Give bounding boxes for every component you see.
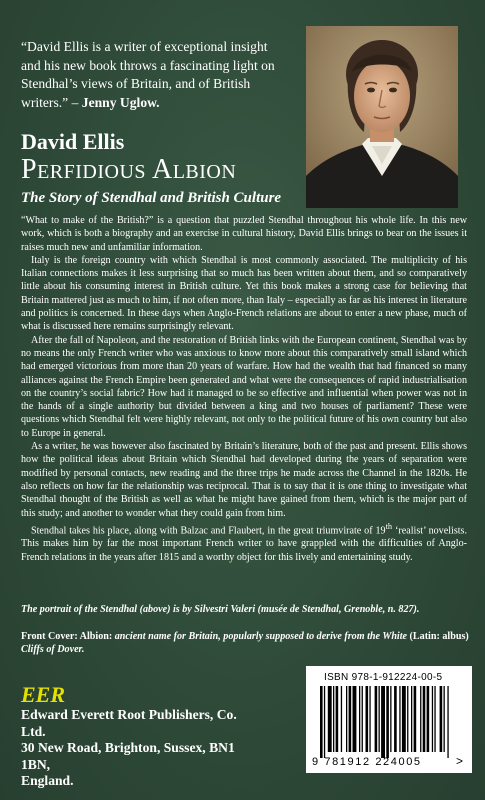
blurb-paragraph-5-start: Stendhal takes his place, along with Balzac and Flaubert, in the great triumvirate of 19: [31, 525, 386, 537]
publisher-name: Edward Everett Root Publishers, Co. Ltd.: [21, 707, 237, 739]
barcode-bar: [423, 686, 426, 752]
portrait-caption: The portrait of the Stendhal (above) is by Silvestri Valeri (musée de Stendhal, Grenoble, n. 827).: [21, 604, 420, 615]
barcode-bar: [399, 686, 400, 752]
publisher-address-line-1: 30 New Road, Brighton, Sussex, BN1 1BN,: [21, 740, 235, 772]
ean-digits: 9 781912 224005: [312, 756, 422, 768]
isbn-number: ISBN 978-1-912224-00-5: [324, 672, 443, 683]
blurb-paragraph-2: Italy is the foreign country with which Stendhal is most commonly associated. The multiplicity of his Italian connections makes it less surprising that so much has been written about them, and so comparatively little about his consuming interest in British culture. Yet this book makes a strong case for believing that Britain mattered just as much to him, if not often more, than Italy – especially as far as his interest in literature and politics is concerned. In these days when Anglo-French relations are about to enter a new phase, much of what is discussed here remains surprisingly relevant.: [21, 254, 467, 333]
blurb-body: [21, 214, 467, 564]
front-cover-desc: ancient name for Britain, popularly supposed to derive from the White: [114, 631, 408, 642]
barcode-bar: [346, 686, 347, 752]
barcode-bar: [320, 686, 323, 758]
barcode-bar: [375, 686, 378, 752]
book-title: Perfidious Albion: [21, 154, 237, 185]
barcode-bar: [336, 686, 339, 752]
barcode-bar: [359, 686, 360, 752]
barcode-arrow: >: [456, 754, 464, 768]
blurb-paragraph-4: As a writer, he was however also fascinated by Britain’s literature, both of the past and present. Ellis shows how the political ideas about Britain which Stendhal had developed during the years of separation were modified by personal contacts, new reading and the three trips he made across the Channel in the 1820s. He also reflects on how far the relationship was reciprocal. That is to say that it is one thing to investigate what Stendhal thought of the British as well as what he might have gained from them, which is the major part of this study; and another to wonder what they could gain from him.: [21, 441, 467, 519]
barcode-bar: [353, 686, 357, 752]
barcode-bar: [444, 686, 445, 752]
isbn-barcode: [306, 666, 472, 773]
publisher-address-line-2: England.: [21, 773, 74, 789]
barcode-bar: [390, 686, 391, 752]
barcode-bar: [432, 686, 433, 752]
stendhal-portrait: [306, 26, 458, 208]
barcode-bar: [369, 686, 370, 752]
barcode-bar: [420, 686, 421, 752]
barcode-bar: [427, 686, 430, 752]
front-cover-note: [21, 630, 471, 657]
author-name: David Ellis: [21, 129, 125, 154]
blurb-paragraph-3: After the fall of Napoleon, and the restoration of British links with the European continent, Stendhal was by no means the only French writer who was anxious to know more about this comparatively small island which had emerged victorious from more than 20 years of warfare. How had the wealth that had financed so many alliances against the French Empire been generated and what were the consequences of rapid industrialisation on the country’s social fabric? How had it managed to be so effective and influential when power was not in the hands of a single authority but divided between a king and two houses of parliament? These were questions which Stendhal felt were highly relevant, not only to the political future of his own country but also to Europe in general.: [21, 334, 467, 439]
barcode-bar: [341, 686, 342, 752]
blurb-paragraph-5: [21, 520, 467, 564]
book-subtitle: The Story of Stendhal and British Culture: [21, 190, 282, 206]
barcode-bar: [402, 686, 406, 752]
endorsement-quote: [21, 38, 283, 112]
barcode-bar: [328, 686, 332, 752]
barcode-bar: [440, 686, 443, 752]
barcode-bar: [333, 686, 334, 752]
front-cover-desc-end: Cliffs of Dover.: [21, 644, 85, 656]
portrait-image: [306, 26, 458, 208]
barcode-bar: [414, 686, 417, 752]
quote-text: “David Ellis is a writer of exceptional insight and his new book throws a fascinating light on Stendhal’s views of Britain, and of British writers.” –: [21, 39, 275, 110]
barcode-bar: [434, 686, 435, 752]
barcode-bar: [411, 686, 412, 752]
blurb-paragraph-1: “What to make of the British?” is a question that puzzled Stendhal throughout his whole life. In this new work, which is both a biography and an exercise in cultural history, David Ellis brings to bear on the issues it raises much new and unfamiliar information.: [21, 215, 467, 253]
front-cover-label: Front Cover: Albion:: [21, 631, 115, 642]
barcode-bar: [349, 686, 352, 752]
barcode-bar: [394, 686, 397, 752]
publisher-logo: EER: [21, 682, 66, 707]
barcode-bar: [324, 686, 325, 758]
quote-attribution: Jenny Uglow.: [81, 94, 160, 110]
barcode-bar: [386, 686, 389, 758]
publisher-details: [21, 707, 261, 790]
blurb-paragraph-5-end: ‘realist’ novelists. This makes him by far the most important French writer to have grappled with the difficulties of Anglo-French relations in the years after 1815 and a worthy object for this lively and entertaining study.: [21, 525, 467, 563]
barcode-bar: [381, 686, 385, 758]
front-cover-latin: (Latin: albus): [407, 631, 469, 642]
barcode-bar: [366, 686, 369, 752]
barcode-bar: [362, 686, 363, 752]
barcode-bar: [447, 686, 448, 758]
barcode-bar: [407, 686, 408, 752]
barcode-bar: [379, 686, 380, 752]
ordinal-suffix: th: [385, 521, 393, 531]
